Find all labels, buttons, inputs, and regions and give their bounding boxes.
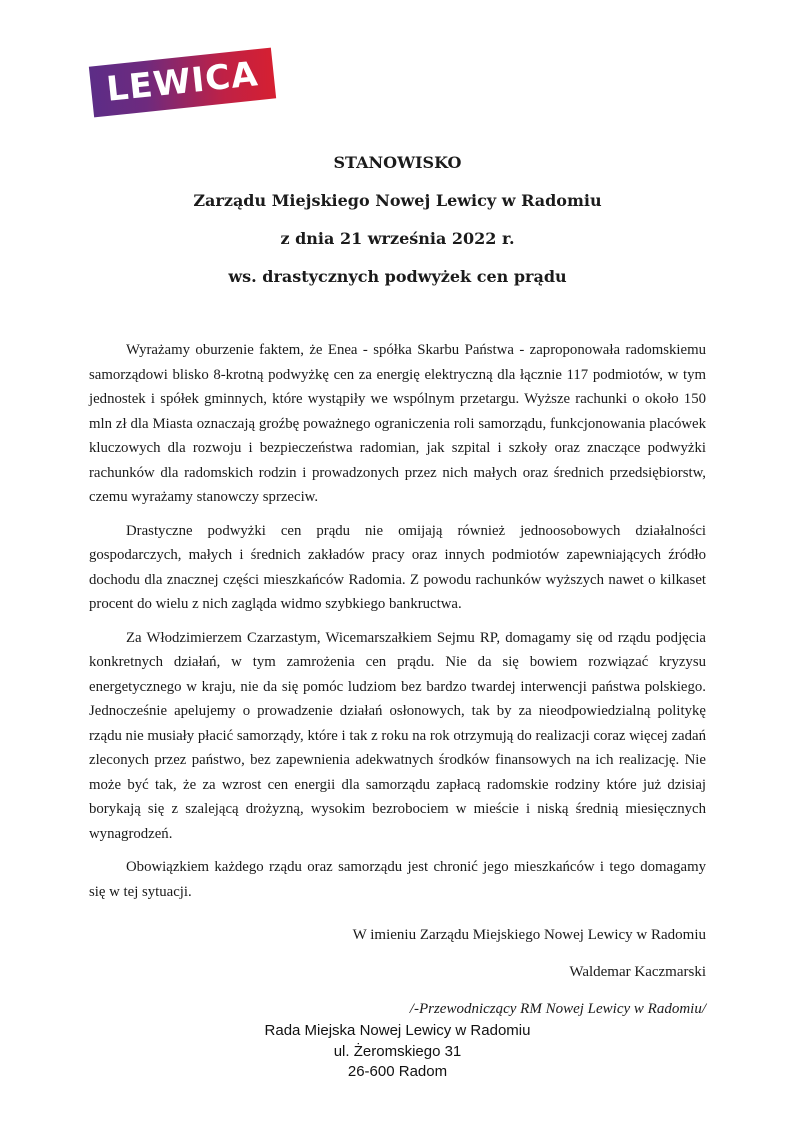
signature-block — [89, 917, 706, 1028]
doc-subtitle-subject: ws. drastycznych podwyżek cen prądu — [228, 267, 567, 286]
document-body — [89, 338, 706, 1028]
footer-organization: Rada Miejska Nowej Lewicy w Radomiu — [264, 1022, 531, 1039]
document-header — [89, 144, 706, 296]
body-paragraph-4: Obowiązkiem każdego rządu oraz samorządu jest chronić jego mieszkańców i tego domagamy się w tej sytuacji. — [89, 859, 706, 900]
body-paragraph-1: Wyrażamy oburzenie faktem, że Enea - spółka Skarbu Państwa - zaproponowała radomskiemu samorządowi blisko 8-krotną podwyżkę cen za energię elektryczną dla łącznie 117 podmiotów, w tym jednostek i spółek gminnych, które wystąpiły we wspólnym przetargu. Wyższe rachunki o około 150 mln zł dla Miasta oznaczają groźbę poważnego ograniczenia roli samorządu, funkcjonowania placówek kluczowych dla rozwoju i bezpieczeństwa radomian, jak szpital i szkoły oraz znaczące podwyżki rachunków dla radomskich rodzin i prowadzonych przez nich małych oraz średnich przedsiębiorstw, czemu wyrażamy stanowczy sprzeciw. — [89, 342, 706, 505]
lewica-logo-text: LEWICA — [104, 53, 261, 110]
doc-subtitle-date: z dnia 21 września 2022 r. — [280, 229, 515, 248]
doc-subtitle-organization: Zarządu Miejskiego Nowej Lewicy w Radomiu — [193, 191, 602, 210]
signatory-title: /-Przewodniczący RM Nowej Lewicy w Radomiu/ — [409, 1001, 706, 1017]
doc-title: STANOWISKO — [333, 153, 462, 172]
body-paragraph-3: Za Włodzimierzem Czarzastym, Wicemarszałkiem Sejmu RP, domagamy się od rządu podjęcia konkretnych działań, w tym zamrożenia cen prądu. Nie da się bowiem rozwiązać kryzysu energetycznego w kraju, nie da się pomóc ludziom bez bardzo twardej interwencji państwa polskiego. Jednocześnie apelujemy o prowadzenie działań osłonowych, tak by za nieodpowiedzialną politykę rządu nie musiały płacić samorządy, które i tak z roku na rok otrzymują do realizacji coraz więcej zadań zleconych przez państwo, bez zapewnienia adekwatnych środków finansowych na ich realizację. Nie może być tak, że za wzrost cen energii dla samorządu zapłacą radomskie rodziny które już dzisiaj borykają się z szalejącą drożyzną, wysokim bezrobociem w mieście i niską średnią miesięcznych wynagrodzeń. — [89, 629, 706, 842]
document-footer — [89, 1021, 706, 1083]
footer-postal-city: 26-600 Radom — [347, 1063, 448, 1080]
signatory-name: Waldemar Kaczmarski — [569, 964, 706, 980]
lewica-logo — [89, 48, 276, 118]
signature-on-behalf: W imieniu Zarządu Miejskiego Nowej Lewicy w Radomiu — [352, 927, 706, 943]
body-paragraph-2: Drastyczne podwyżki cen prądu nie omijają również jednoosobowych działalności gospodarczych, małych i średnich zakładów pracy oraz innych podmiotów zapewniających źródło dochodu dla znacznej części mieszkańców Radomia. Z powodu rachunków wyższych nawet o kilkaset procent do wielu z nich zagląda widmo szybkiego bankructwa. — [89, 522, 706, 612]
footer-street: ul. Żeromskiego 31 — [333, 1042, 462, 1060]
